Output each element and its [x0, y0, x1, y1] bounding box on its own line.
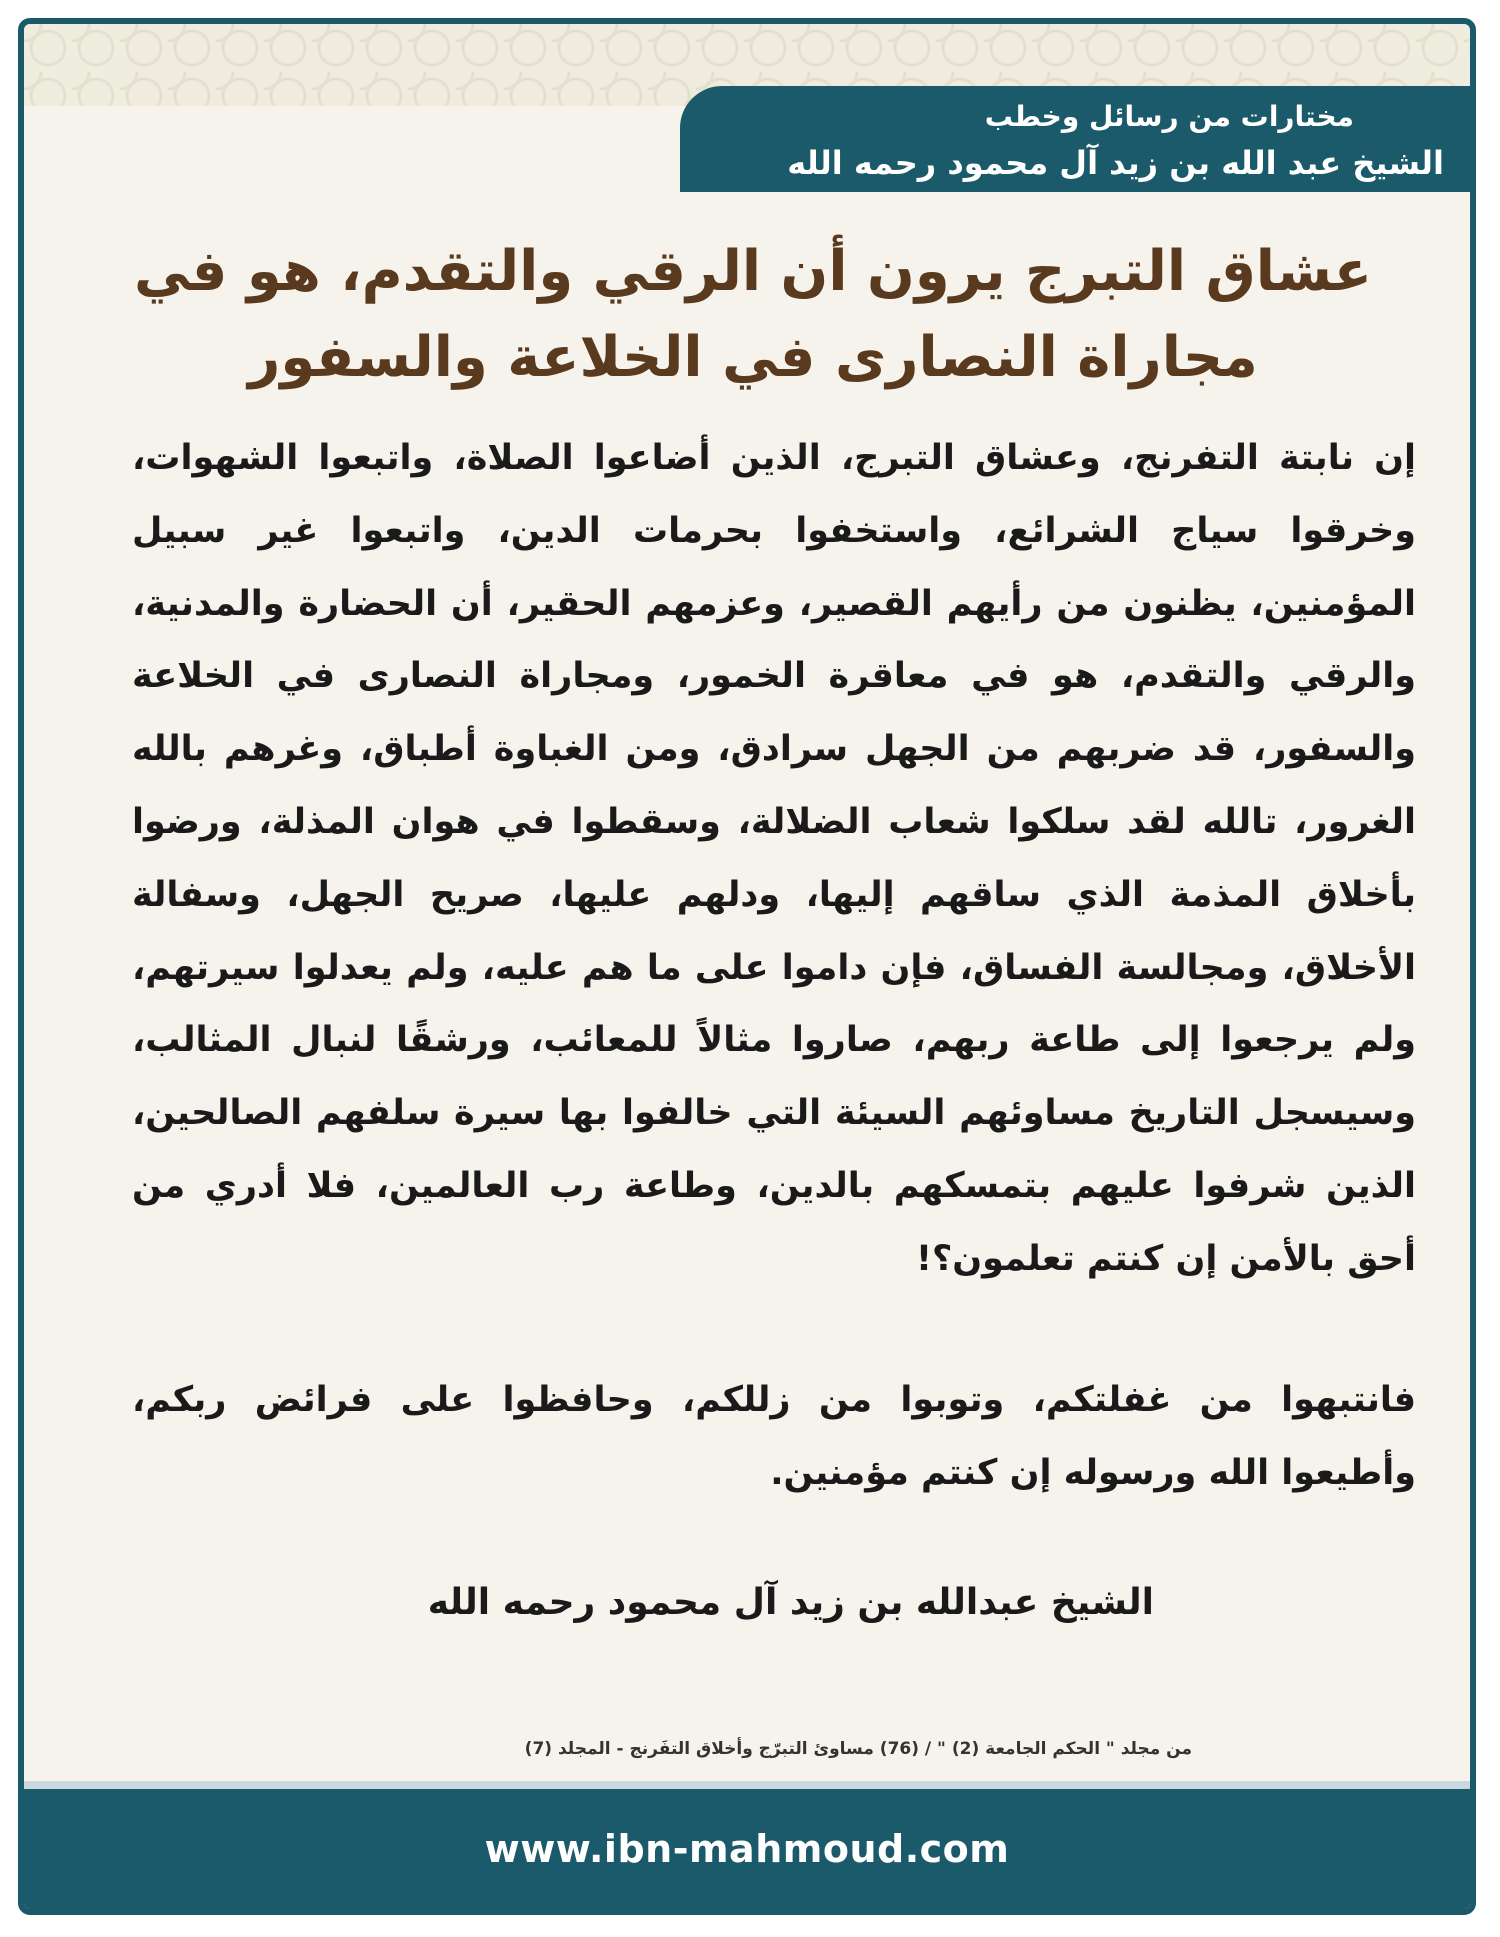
article-paragraph-1: إن نابتة التفرنج، وعشاق التبرج، الذين أضاعوا الصلاة، واتبعوا الشهوات، وخرقوا سياج الشرائع، واستخفوا بحرمات الدين، واتبعوا غير سبيل المؤمنين، يظنون من رأيهم القصير، وعزمهم الحقير، أن الحضارة والمدنية، والرقي والتقدم، هو في معاقرة الخمور، ومجاراة النصارى في الخلاعة والسفور، قد ضربهم من الجهل سرادق، ومن الغباوة أطباق، وغرهم بالله الغرور، تالله لقد سلكوا شعاب الضلالة، وسقطوا في هوان المذلة، ورضوا بأخلاق المذمة الذي ساقهم إليها، ودلهم عليها، صريح الجهل، وسفالة الأخلاق، ومجالسة الفساق، فإن داموا على ما هم عليه، ولم يعدلوا سيرتهم، ولم يرجعوا إلى طاعة ربهم، صاروا مثالاً للمعائب، ورشقًا لنبال المثالب، وسيسجل التاريخ مساوئهم السيئة التي خالفوا بها سيرة سلفهم الصالحين، الذين شرفوا عليهم بتمسكهم بالدين، وطاعة رب العالمين، فلا أدري من أحق بالأمن إن كنتم تعلمون؟! — [132, 438, 1416, 1279]
author-name-header: الشيخ عبد الله بن زيد آل محمود رحمه الله — [787, 144, 1444, 182]
series-title: مختارات من رسائل وخطب — [984, 100, 1354, 133]
website-link[interactable]: www.ibn-mahmoud.com — [484, 1827, 1010, 1871]
series-ribbon — [680, 86, 1470, 192]
article-paragraph-2: فانتبهوا من غفلتكم، وتوبوا من زللكم، وحافظوا على فرائض ربكم، وأطيعوا الله ورسوله إن كنتم مؤمنين. — [132, 1380, 1416, 1493]
source-citation: من مجلد " الحكم الجامعة (2) " / (76) مساوئ التبرّج وأخلاق التفَرنج - المجلد (7) — [524, 1739, 1192, 1759]
document-frame — [18, 18, 1476, 1915]
author-signature: الشيخ عبدالله بن زيد آل محمود رحمه الله — [427, 1582, 1154, 1623]
footer-bar — [24, 1781, 1470, 1909]
article-title: عشاق التبرج يرون أن الرقي والتقدم، هو في مجاراة النصارى في الخلاعة والسفور — [134, 239, 1372, 390]
